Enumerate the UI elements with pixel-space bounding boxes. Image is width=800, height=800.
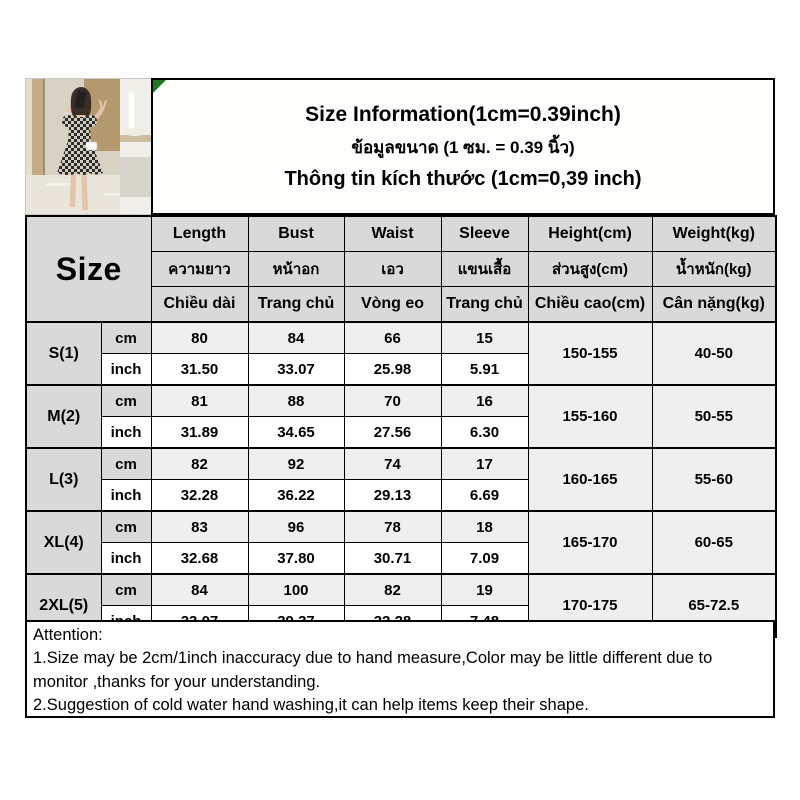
value-cell: 32.28 [151, 480, 248, 512]
unit-label-cm: cm [101, 385, 151, 417]
col-header-length-en: Length [151, 216, 248, 252]
height-cell: 150-155 [528, 322, 652, 385]
size-label: 2XL(5) [26, 574, 101, 637]
col-header-length-vi: Chiều dài [151, 287, 248, 323]
unit-label-inch: inch [101, 354, 151, 386]
title-english: Size Information(1cm=0.39inch) [305, 102, 621, 126]
model-mirror-selfie-illustration [26, 79, 151, 214]
product-photo [25, 78, 152, 215]
value-cell: 31.50 [151, 354, 248, 386]
col-header-sleeve-en: Sleeve [441, 216, 528, 252]
value-cell: 5.91 [441, 354, 528, 386]
value-cell: 32.68 [151, 543, 248, 575]
photo-counter [120, 135, 151, 142]
green-triangle-icon [153, 80, 166, 93]
value-cell: 92 [248, 448, 344, 480]
attention-line-2: 2.Suggestion of cold water hand washing,it can help items keep their shape. [33, 696, 589, 715]
table-row [26, 574, 776, 606]
value-cell: 74 [344, 448, 441, 480]
col-header-height-en: Height(cm) [528, 216, 652, 252]
size-label: S(1) [26, 322, 101, 385]
attention-title: Attention: [33, 626, 103, 644]
value-cell: 82 [151, 448, 248, 480]
photo-clutch [86, 142, 97, 150]
value-cell: 88 [248, 385, 344, 417]
height-cell: 165-170 [528, 511, 652, 574]
size-chart-table [25, 215, 777, 638]
value-cell: 30.71 [344, 543, 441, 575]
height-cell: 155-160 [528, 385, 652, 448]
weight-cell: 50-55 [652, 385, 776, 448]
col-header-weight-vi: Cân nặng(kg) [652, 287, 776, 323]
value-cell: 83 [151, 511, 248, 543]
weight-cell: 65-72.5 [652, 574, 776, 637]
size-label: XL(4) [26, 511, 101, 574]
value-cell: 84 [151, 574, 248, 606]
col-header-waist-en: Waist [344, 216, 441, 252]
table-row [26, 322, 776, 354]
value-cell: 7.09 [441, 543, 528, 575]
unit-label-cm: cm [101, 511, 151, 543]
title-thai: ข้อมูลขนาด (1 ซม. = 0.39 นิ้ว) [351, 137, 575, 157]
col-header-bust-vi: Trang chủ [248, 287, 344, 323]
table-row [26, 385, 776, 417]
value-cell: 70 [344, 385, 441, 417]
col-header-sleeve-th: แขนเสื้อ [441, 252, 528, 287]
value-cell: 36.22 [248, 480, 344, 512]
col-header-weight-en: Weight(kg) [652, 216, 776, 252]
value-cell: 15 [441, 322, 528, 354]
title-vietnamese: Thông tin kích thước (1cm=0,39 inch) [284, 167, 642, 190]
value-cell: 31.89 [151, 417, 248, 449]
value-cell: 78 [344, 511, 441, 543]
col-header-bust-th: หน้าอก [248, 252, 344, 287]
title-box [151, 78, 775, 215]
weight-cell: 60-65 [652, 511, 776, 574]
col-header-waist-th: เอว [344, 252, 441, 287]
attention-line-1: 1.Size may be 2cm/1inch inaccuracy due to hand measure,Color may be little different due to monitor ,thanks for your understanding. [33, 649, 713, 691]
unit-label-inch: inch [101, 480, 151, 512]
value-cell: 81 [151, 385, 248, 417]
height-cell: 170-175 [528, 574, 652, 637]
unit-label-cm: cm [101, 322, 151, 354]
size-label: L(3) [26, 448, 101, 511]
size-label: M(2) [26, 385, 101, 448]
value-cell: 16 [441, 385, 528, 417]
value-cell: 100 [248, 574, 344, 606]
col-header-sleeve-vi: Trang chủ [441, 287, 528, 323]
value-cell: 34.65 [248, 417, 344, 449]
table-row [26, 511, 776, 543]
value-cell: 25.98 [344, 354, 441, 386]
value-cell: 84 [248, 322, 344, 354]
value-cell: 37.80 [248, 543, 344, 575]
col-header-length-th: ความยาว [151, 252, 248, 287]
unit-label-cm: cm [101, 574, 151, 606]
value-cell: 66 [344, 322, 441, 354]
col-header-bust-en: Bust [248, 216, 344, 252]
col-header-weight-th: น้ำหนัก(kg) [652, 252, 776, 287]
value-cell: 19 [441, 574, 528, 606]
col-header-height-vi: Chiều cao(cm) [528, 287, 652, 323]
weight-cell: 55-60 [652, 448, 776, 511]
value-cell: 6.69 [441, 480, 528, 512]
value-cell: 18 [441, 511, 528, 543]
value-cell: 27.56 [344, 417, 441, 449]
value-cell: 96 [248, 511, 344, 543]
header-row-english [26, 216, 776, 252]
unit-label-inch: inch [101, 543, 151, 575]
unit-label-inch: inch [101, 417, 151, 449]
value-cell: 82 [344, 574, 441, 606]
col-header-waist-vi: Vòng eo [344, 287, 441, 323]
value-cell: 33.07 [248, 354, 344, 386]
height-cell: 160-165 [528, 448, 652, 511]
photo-cabinet [120, 157, 151, 197]
value-cell: 17 [441, 448, 528, 480]
value-cell: 6.30 [441, 417, 528, 449]
unit-label-cm: cm [101, 448, 151, 480]
attention-note [25, 620, 775, 718]
weight-cell: 40-50 [652, 322, 776, 385]
col-header-height-th: ส่วนสูง(cm) [528, 252, 652, 287]
value-cell: 80 [151, 322, 248, 354]
value-cell: 29.13 [344, 480, 441, 512]
table-row [26, 448, 776, 480]
size-corner-header: Size [26, 216, 151, 322]
